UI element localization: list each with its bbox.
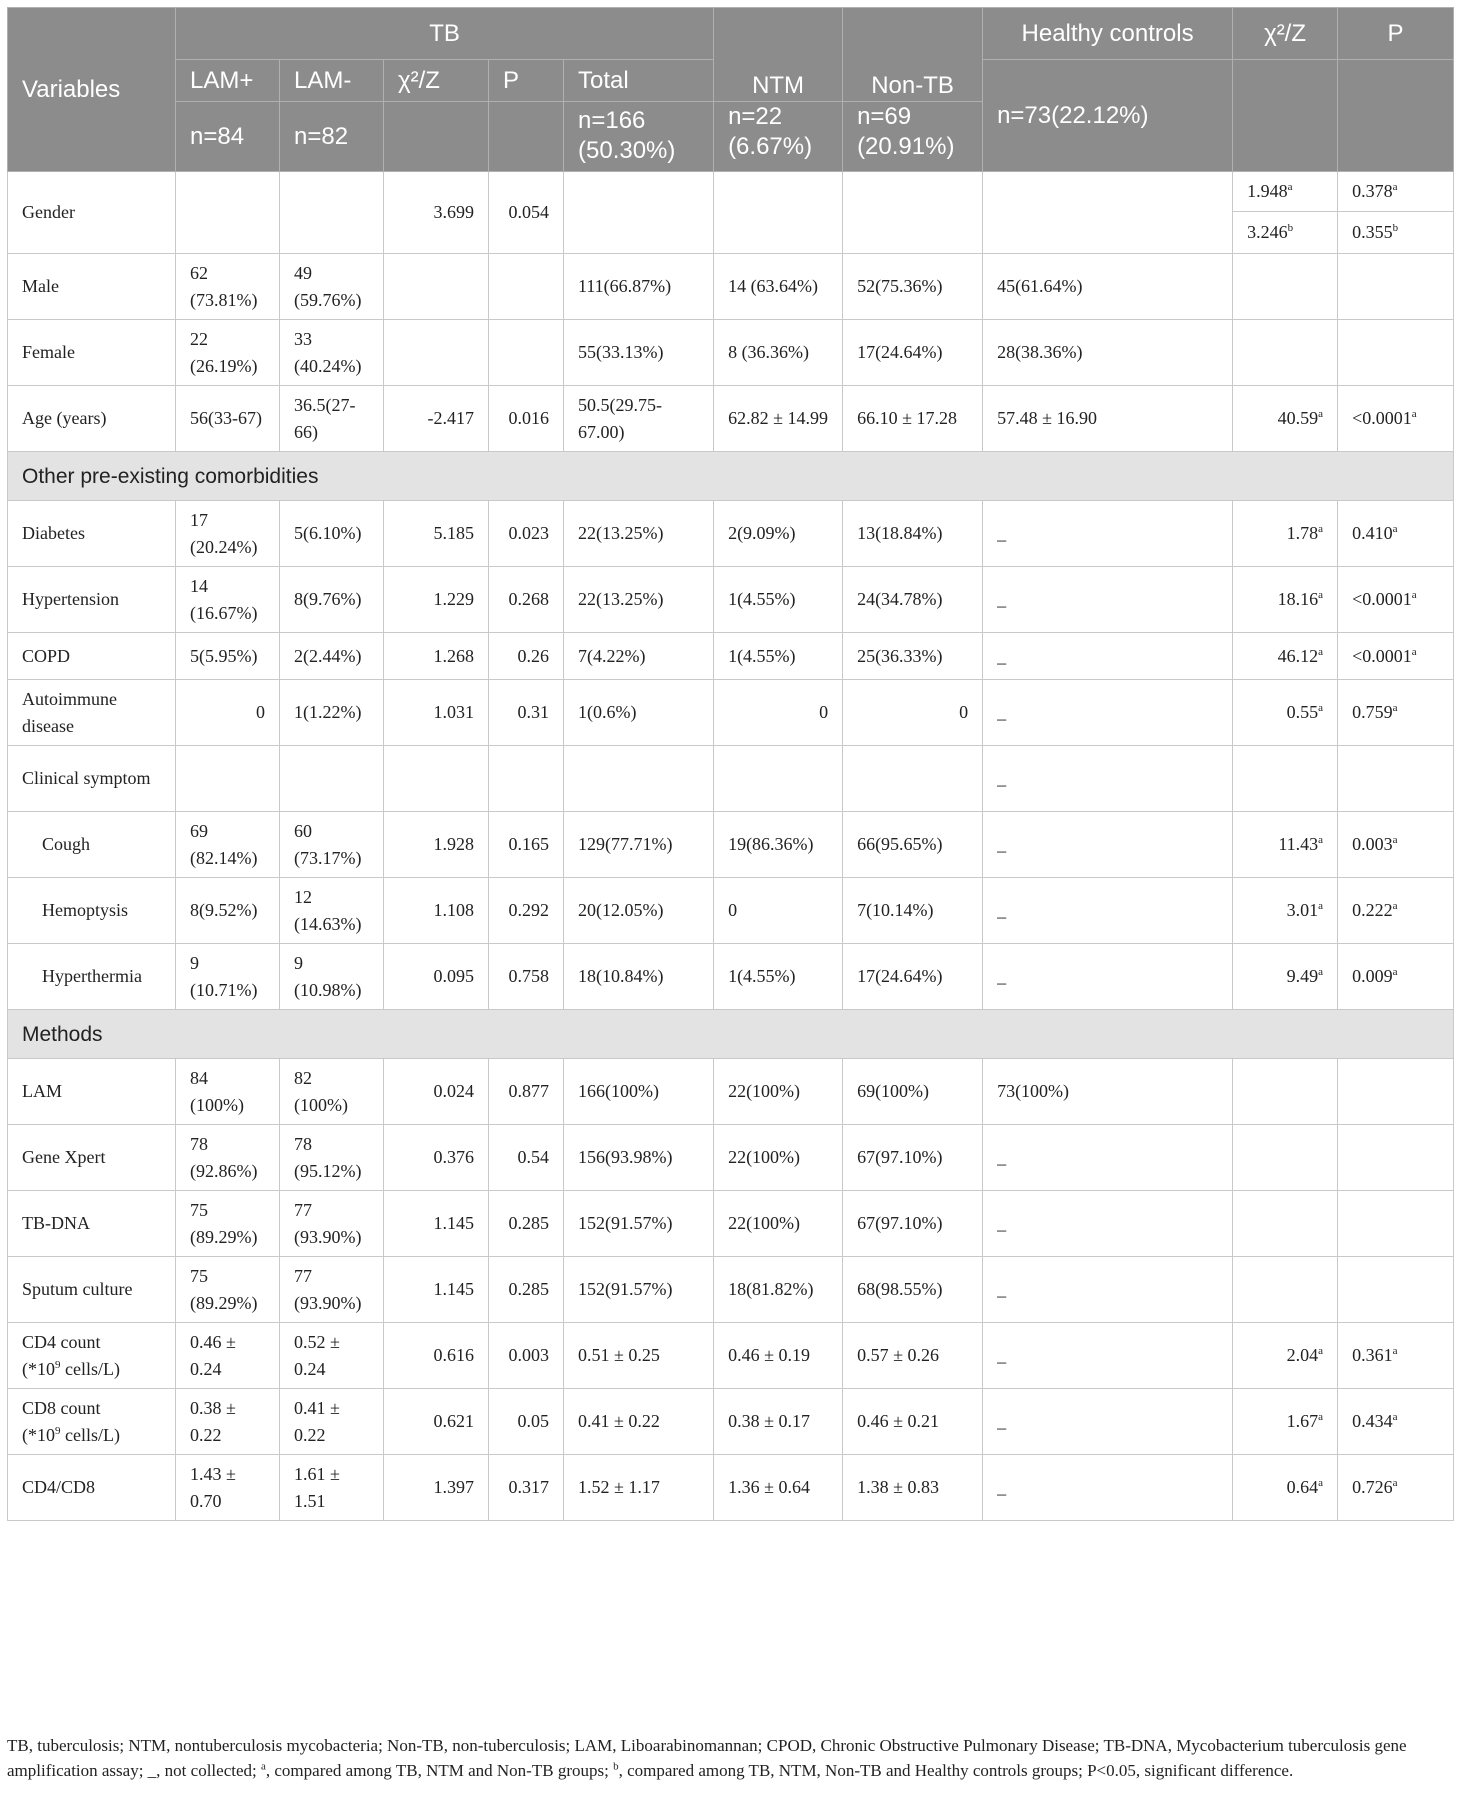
cell-lam-positive: 8(9.52%) (176, 878, 280, 944)
cell-total: 55(33.13%) (564, 320, 714, 386)
cell-healthy: _ (983, 746, 1233, 812)
cell-lam-positive: 69 (82.14%) (176, 812, 280, 878)
cell-chi-overall: 9.49$^a$ (1233, 944, 1338, 1010)
cell-non-tb: 1.38 ± 0.83 (843, 1455, 983, 1521)
cell-lam-negative: 82 (100%) (280, 1059, 384, 1125)
row-label: LAM (8, 1059, 176, 1125)
cell-p: 0.31 (489, 680, 564, 746)
cell-lam-positive: 1.43 ± 0.70 (176, 1455, 280, 1521)
section-row (8, 452, 1454, 501)
cell-ntm: 8 (36.36%) (714, 320, 843, 386)
cell-p-b: 0.355$^b$ (1338, 212, 1454, 254)
cell-p (489, 320, 564, 386)
cell-lam-negative: 1.61 ± 1.51 (280, 1455, 384, 1521)
cell-p: 0.165 (489, 812, 564, 878)
cell-lam-positive: 0 (176, 680, 280, 746)
row-label: TB-DNA (8, 1191, 176, 1257)
cell-lam-positive: 0.46 ± 0.24 (176, 1323, 280, 1389)
row-label: Age (years) (8, 386, 176, 452)
cell-p-overall: 0.410$^a$ (1338, 501, 1454, 567)
header-n-healthy: n=73(22.12%) (983, 60, 1233, 172)
cell-lam-negative: 60 (73.17%) (280, 812, 384, 878)
cell-total: 1.52 ± 1.17 (564, 1455, 714, 1521)
cell-ntm: 22(100%) (714, 1059, 843, 1125)
row-label: CD4/CD8 (8, 1455, 176, 1521)
cell-chi: 0.621 (384, 1389, 489, 1455)
row-label: Male (8, 254, 176, 320)
cell-chi-overall (1233, 746, 1338, 812)
cell-total: 111(66.87%) (564, 254, 714, 320)
cell-total: 0.51 ± 0.25 (564, 1323, 714, 1389)
cell-chi-overall (1233, 1257, 1338, 1323)
cell-chi (384, 254, 489, 320)
cell-healthy: 73(100%) (983, 1059, 1233, 1125)
cell-healthy: _ (983, 1125, 1233, 1191)
cell (280, 172, 384, 254)
table-row (8, 746, 1454, 812)
cell-ntm: 1(4.55%) (714, 633, 843, 680)
cell-chi: 1.928 (384, 812, 489, 878)
cell-healthy: _ (983, 1191, 1233, 1257)
row-label: Female (8, 320, 176, 386)
cell-non-tb: 17(24.64%) (843, 320, 983, 386)
cell-lam-positive: 62 (73.81%) (176, 254, 280, 320)
header-chi-z-tb: χ²/Z (384, 60, 489, 102)
cell-lam-negative: 78 (95.12%) (280, 1125, 384, 1191)
cell-lam-positive: 75 (89.29%) (176, 1257, 280, 1323)
row-label: Hemoptysis (8, 878, 176, 944)
cell-p-overall (1338, 1191, 1454, 1257)
cell-total: 22(13.25%) (564, 567, 714, 633)
cell-p-overall (1338, 746, 1454, 812)
cell-chi: 0.024 (384, 1059, 489, 1125)
cell-chi-overall: 18.16$^a$ (1233, 567, 1338, 633)
cell-chi-overall: 3.01$^a$ (1233, 878, 1338, 944)
table-row (8, 320, 1454, 386)
table-row (8, 1389, 1454, 1455)
header-healthy-controls: Healthy controls (983, 8, 1233, 60)
cell-p-overall: <0.0001$^a$ (1338, 633, 1454, 680)
section-title-methods: Methods (8, 1010, 1454, 1059)
cell-ntm: 62.82 ± 14.99 (714, 386, 843, 452)
cell-healthy: 45(61.64%) (983, 254, 1233, 320)
table-row (8, 501, 1454, 567)
header-p-tb: P (489, 60, 564, 102)
row-label: COPD (8, 633, 176, 680)
cell-chi-overall: 2.04$^a$ (1233, 1323, 1338, 1389)
cell-lam-positive: 56(33-67) (176, 386, 280, 452)
cell-lam-positive: 0.38 ± 0.22 (176, 1389, 280, 1455)
table-row (8, 172, 1454, 212)
cell-p: 0.54 (489, 1125, 564, 1191)
comparison-table (7, 7, 1454, 1521)
cell-p-overall (1338, 254, 1454, 320)
cell-p: 0.05 (489, 1389, 564, 1455)
table-row (8, 878, 1454, 944)
cell-ntm: 1(4.55%) (714, 944, 843, 1010)
cell-lam-positive: 84 (100%) (176, 1059, 280, 1125)
header-ntm: NTM (714, 8, 843, 102)
cell-chi-overall: 1.67$^a$ (1233, 1389, 1338, 1455)
section-title-comorbidities: Other pre-existing comorbidities (8, 452, 1454, 501)
cell-total: 20(12.05%) (564, 878, 714, 944)
cell-lam-positive: 17 (20.24%) (176, 501, 280, 567)
cell-p-overall: 0.009$^a$ (1338, 944, 1454, 1010)
header-n-non-tb: n=69 (20.91%) (843, 102, 983, 172)
cell-chi: 1.397 (384, 1455, 489, 1521)
cell-p: 0.285 (489, 1257, 564, 1323)
table-row (8, 1059, 1454, 1125)
cell-lam-positive: 14 (16.67%) (176, 567, 280, 633)
header-n-ntm: n=22 (6.67%) (714, 102, 843, 172)
cell-total: 1(0.6%) (564, 680, 714, 746)
row-label: Gene Xpert (8, 1125, 176, 1191)
cell-p-overall: 0.222$^a$ (1338, 878, 1454, 944)
cell-chi-overall: 46.12$^a$ (1233, 633, 1338, 680)
cell-non-tb: 17(24.64%) (843, 944, 983, 1010)
cell-p-overall: <0.0001$^a$ (1338, 567, 1454, 633)
cell-lam-positive: 75 (89.29%) (176, 1191, 280, 1257)
cell-total: 129(77.71%) (564, 812, 714, 878)
header-n-lam-negative: n=82 (280, 102, 384, 172)
header-p-overall: P (1338, 8, 1454, 60)
header-n-lam-positive: n=84 (176, 102, 280, 172)
cell-lam-positive: 9 (10.71%) (176, 944, 280, 1010)
cell-chi: 0.095 (384, 944, 489, 1010)
row-label: CD4 count ($*10^9$ cells/L) (8, 1323, 176, 1389)
cell-p: 0.003 (489, 1323, 564, 1389)
cell-chi: 1.229 (384, 567, 489, 633)
cell-chi: -2.417 (384, 386, 489, 452)
cell-healthy: _ (983, 567, 1233, 633)
cell-chi-a: 1.948$^a$ (1233, 172, 1338, 212)
cell-p (489, 254, 564, 320)
cell-healthy: _ (983, 1389, 1233, 1455)
cell-lam-positive: 22 (26.19%) (176, 320, 280, 386)
cell-p: 0.285 (489, 1191, 564, 1257)
cell-p: 0.26 (489, 633, 564, 680)
header-non-tb: Non-TB (843, 8, 983, 102)
cell-lam-negative: 9 (10.98%) (280, 944, 384, 1010)
header-chi-z-overall: χ²/Z (1233, 8, 1338, 60)
cell-ntm: 1(4.55%) (714, 567, 843, 633)
cell-lam-negative: 77 (93.90%) (280, 1191, 384, 1257)
cell-ntm: 22(100%) (714, 1125, 843, 1191)
cell-p-overall: 0.759$^a$ (1338, 680, 1454, 746)
cell-p: 0.758 (489, 944, 564, 1010)
row-label: Sputum culture (8, 1257, 176, 1323)
row-label: Cough (8, 812, 176, 878)
cell-chi-overall: 40.59$^a$ (1233, 386, 1338, 452)
cell-ntm (714, 746, 843, 812)
row-label: Diabetes (8, 501, 176, 567)
cell-chi (384, 746, 489, 812)
cell-chi: 3.699 (384, 172, 489, 254)
cell-ntm: 18(81.82%) (714, 1257, 843, 1323)
table-row (8, 812, 1454, 878)
header-total: Total (564, 60, 714, 102)
cell-total: 22(13.25%) (564, 501, 714, 567)
cell-lam-negative: 49 (59.76%) (280, 254, 384, 320)
cell-non-tb: 0.46 ± 0.21 (843, 1389, 983, 1455)
cell-lam-negative: 8(9.76%) (280, 567, 384, 633)
cell-ntm: 0.38 ± 0.17 (714, 1389, 843, 1455)
cell-healthy: _ (983, 1455, 1233, 1521)
cell-p: 0.268 (489, 567, 564, 633)
cell-chi: 0.616 (384, 1323, 489, 1389)
cell-p-a: 0.378$^a$ (1338, 172, 1454, 212)
cell-p-overall: 0.361$^a$ (1338, 1323, 1454, 1389)
cell-p-overall (1338, 1257, 1454, 1323)
cell-p: 0.292 (489, 878, 564, 944)
cell-chi: 1.108 (384, 878, 489, 944)
cell-healthy: _ (983, 633, 1233, 680)
cell-p: 0.016 (489, 386, 564, 452)
cell-chi (384, 320, 489, 386)
row-label: Hypertension (8, 567, 176, 633)
cell-total: 156(93.98%) (564, 1125, 714, 1191)
cell-healthy: _ (983, 1323, 1233, 1389)
cell-p: 0.877 (489, 1059, 564, 1125)
cell-total: 152(91.57%) (564, 1191, 714, 1257)
cell-lam-negative: 77 (93.90%) (280, 1257, 384, 1323)
cell-ntm: 14 (63.64%) (714, 254, 843, 320)
cell-non-tb: 69(100%) (843, 1059, 983, 1125)
cell-chi: 1.145 (384, 1191, 489, 1257)
table-footnote: TB, tuberculosis; NTM, nontuberculosis mycobacteria; Non-TB, non-tuberculosis; LAM, Liboarabinomannan; CPOD, Chronic Obstructive Pulmonary Disease; TB-DNA, Mycobacterium tuberculosis gene amplification assay; _, not collected; $^a$, compared among TB, NTM and Non-TB groups; $^b$, compared among TB, NTM, Non-TB and Healthy controls groups; P<0.05, significant difference. (7, 1736, 1407, 1780)
cell-lam-negative: 2(2.44%) (280, 633, 384, 680)
cell-healthy: _ (983, 501, 1233, 567)
cell-non-tb: 68(98.55%) (843, 1257, 983, 1323)
cell (176, 172, 280, 254)
cell-ntm: 0 (714, 680, 843, 746)
table-row (8, 1455, 1454, 1521)
table-row (8, 567, 1454, 633)
cell-chi-overall: 11.43$^a$ (1233, 812, 1338, 878)
header-empty-chi-tb (384, 102, 489, 172)
cell-non-tb (843, 746, 983, 812)
cell-lam-negative: 1(1.22%) (280, 680, 384, 746)
cell-lam-negative: 0.52 ± 0.24 (280, 1323, 384, 1389)
cell-healthy: 57.48 ± 16.90 (983, 386, 1233, 452)
cell-non-tb: 67(97.10%) (843, 1191, 983, 1257)
table-row (8, 633, 1454, 680)
cell-p: 0.054 (489, 172, 564, 254)
cell-non-tb: 52(75.36%) (843, 254, 983, 320)
table-row (8, 1323, 1454, 1389)
section-row (8, 1010, 1454, 1059)
cell-p: 0.317 (489, 1455, 564, 1521)
row-label: Hyperthermia (8, 944, 176, 1010)
cell-chi-overall (1233, 1125, 1338, 1191)
cell-p-overall: 0.726$^a$ (1338, 1455, 1454, 1521)
cell-ntm: 1.36 ± 0.64 (714, 1455, 843, 1521)
cell-non-tb: 67(97.10%) (843, 1125, 983, 1191)
header-empty-p-tb (489, 102, 564, 172)
cell-healthy: 28(38.36%) (983, 320, 1233, 386)
header-empty-chi (1233, 60, 1338, 172)
cell-lam-negative: 0.41 ± 0.22 (280, 1389, 384, 1455)
cell-total: 7(4.22%) (564, 633, 714, 680)
cell-non-tb: 13(18.84%) (843, 501, 983, 567)
cell-chi: 0.376 (384, 1125, 489, 1191)
table-row (8, 254, 1454, 320)
header-tb: TB (176, 8, 714, 60)
cell (843, 172, 983, 254)
cell-p-overall: <0.0001$^a$ (1338, 386, 1454, 452)
row-label: Autoimmune disease (8, 680, 176, 746)
cell (983, 172, 1233, 254)
cell-healthy: _ (983, 878, 1233, 944)
table-row (8, 386, 1454, 452)
cell-chi-overall: 0.64$^a$ (1233, 1455, 1338, 1521)
cell-ntm: 0.46 ± 0.19 (714, 1323, 843, 1389)
cell (564, 172, 714, 254)
cell-healthy: _ (983, 812, 1233, 878)
table-header (8, 8, 1454, 172)
cell-total: 166(100%) (564, 1059, 714, 1125)
cell-healthy: _ (983, 680, 1233, 746)
cell-chi-overall: 0.55$^a$ (1233, 680, 1338, 746)
cell-chi-overall (1233, 320, 1338, 386)
cell-p-overall: 0.434$^a$ (1338, 1389, 1454, 1455)
header-empty-p (1338, 60, 1454, 172)
cell-non-tb: 0 (843, 680, 983, 746)
cell-chi: 1.145 (384, 1257, 489, 1323)
cell-non-tb: 66.10 ± 17.28 (843, 386, 983, 452)
cell-non-tb: 25(36.33%) (843, 633, 983, 680)
cell-lam-negative: 36.5(27-66) (280, 386, 384, 452)
table-row (8, 1257, 1454, 1323)
cell (714, 172, 843, 254)
cell-ntm: 19(86.36%) (714, 812, 843, 878)
cell-non-tb: 0.57 ± 0.26 (843, 1323, 983, 1389)
table-row (8, 1125, 1454, 1191)
cell-non-tb: 7(10.14%) (843, 878, 983, 944)
cell-healthy: _ (983, 944, 1233, 1010)
table-row (8, 1191, 1454, 1257)
cell-total: 50.5(29.75-67.00) (564, 386, 714, 452)
header-n-total: n=166 (50.30%) (564, 102, 714, 172)
cell-lam-negative: 5(6.10%) (280, 501, 384, 567)
cell-chi: 1.268 (384, 633, 489, 680)
cell-chi-b: 3.246$^b$ (1233, 212, 1338, 254)
cell-chi: 5.185 (384, 501, 489, 567)
cell-chi-overall: 1.78$^a$ (1233, 501, 1338, 567)
cell-chi-overall (1233, 254, 1338, 320)
table-row (8, 944, 1454, 1010)
cell-total: 0.41 ± 0.22 (564, 1389, 714, 1455)
cell-non-tb: 24(34.78%) (843, 567, 983, 633)
cell-ntm: 0 (714, 878, 843, 944)
cell-lam-negative: 12 (14.63%) (280, 878, 384, 944)
cell-healthy: _ (983, 1257, 1233, 1323)
cell-total: 18(10.84%) (564, 944, 714, 1010)
header-lam-negative: LAM- (280, 60, 384, 102)
cell-p-overall (1338, 320, 1454, 386)
cell-chi: 1.031 (384, 680, 489, 746)
row-label: Clinical symptom (8, 746, 176, 812)
cell-p (489, 746, 564, 812)
cell-p-overall: 0.003$^a$ (1338, 812, 1454, 878)
cell-p-overall (1338, 1125, 1454, 1191)
cell-p-overall (1338, 1059, 1454, 1125)
cell-ntm: 22(100%) (714, 1191, 843, 1257)
row-label: CD8 count ($*10^9$ cells/L) (8, 1389, 176, 1455)
cell-lam-positive (176, 746, 280, 812)
header-variables: Variables (8, 8, 176, 172)
cell-chi-overall (1233, 1191, 1338, 1257)
cell-lam-positive: 78 (92.86%) (176, 1125, 280, 1191)
cell-lam-negative: 33 (40.24%) (280, 320, 384, 386)
cell-chi-overall (1233, 1059, 1338, 1125)
header-lam-positive: LAM+ (176, 60, 280, 102)
cell-non-tb: 66(95.65%) (843, 812, 983, 878)
cell-total: 152(91.57%) (564, 1257, 714, 1323)
cell-lam-negative (280, 746, 384, 812)
row-label: Gender (8, 172, 176, 254)
cell-total (564, 746, 714, 812)
cell-ntm: 2(9.09%) (714, 501, 843, 567)
cell-lam-positive: 5(5.95%) (176, 633, 280, 680)
cell-p: 0.023 (489, 501, 564, 567)
table-row (8, 680, 1454, 746)
